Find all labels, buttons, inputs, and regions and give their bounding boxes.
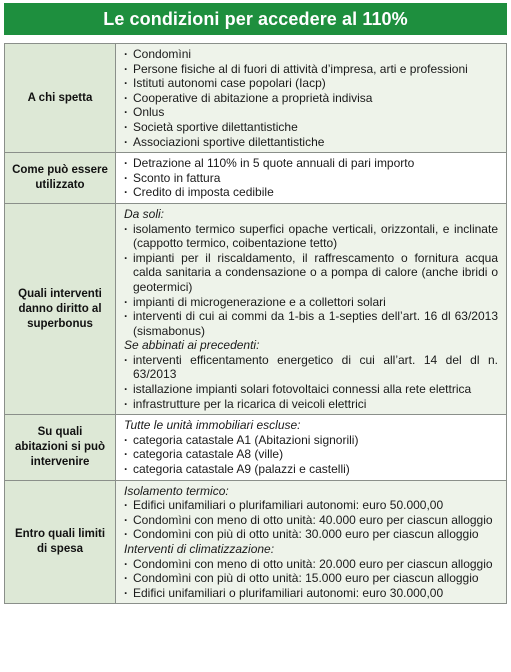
row-label: A chi spetta — [5, 44, 116, 152]
row-content — [116, 481, 506, 604]
list-item: · Onlus — [124, 105, 498, 120]
list-item: · Detrazione al 110% in 5 quote annuali di pari importo — [124, 156, 498, 171]
list-item: · Condomìni — [124, 47, 498, 62]
list-item: · categoria catastale A1 (Abitazioni signorili) — [124, 433, 498, 448]
row-content — [116, 44, 506, 152]
list-item: · categoria catastale A9 (palazzi e castelli) — [124, 462, 498, 477]
group-heading: Tutte le unità immobiliari escluse: — [124, 418, 301, 433]
group-heading: Se abbinati ai precedenti: — [124, 338, 260, 353]
list-item: · Credito di imposta cedibile — [124, 185, 498, 200]
row-label: Quali interventi danno diritto al superbonus — [5, 204, 116, 414]
list-item: · Persone fisiche al di fuori di attività d’impresa, arti e professioni — [124, 62, 498, 77]
list-item: · istallazione impianti solari fotovoltaici connessi alla rete elettrica — [124, 382, 498, 397]
row-content — [116, 153, 506, 203]
list-item: · Cooperative di abitazione a proprietà indivisa — [124, 91, 498, 106]
group-heading: Da soli: — [124, 206, 165, 221]
table-row-su-quali-abitazioni — [5, 414, 506, 479]
list-item: · Edifici unifamiliari o plurifamiliari autonomi: euro 30.000,00 — [124, 586, 498, 601]
row-label: Come può essere utilizzato — [5, 153, 116, 203]
list-item: · infrastrutture per la ricarica di veicoli elettrici — [124, 397, 498, 412]
list-item: · Condomìni con meno di otto unità: 20.000 euro per ciascun alloggio — [124, 557, 498, 572]
group-heading: Isolamento termico: — [124, 483, 229, 498]
list-item: · Associazioni sportive dilettantistiche — [124, 135, 498, 150]
list-item: · Istituti autonomi case popolari (Iacp) — [124, 76, 498, 91]
list-item: · impianti di microgenerazione e a collettori solari — [124, 295, 498, 310]
conditions-table — [4, 43, 507, 604]
list-item: · Condomìni con meno di otto unità: 40.000 euro per ciascun alloggio — [124, 513, 498, 528]
list-item: · categoria catastale A8 (ville) — [124, 447, 498, 462]
row-content — [116, 204, 506, 414]
table-row-a-chi-spetta — [5, 44, 506, 152]
row-content — [116, 415, 506, 479]
page-title: Le condizioni per accedere al 110% — [4, 0, 507, 35]
table-row-quali-interventi — [5, 203, 506, 414]
list-item: · Sconto in fattura — [124, 171, 498, 186]
row-label: Entro quali limiti di spesa — [5, 481, 116, 604]
list-item: · Condomìni con più di otto unità: 30.000 euro per ciascun alloggio — [124, 527, 498, 542]
list-item: · Società sportive dilettantistiche — [124, 120, 498, 135]
list-item: · interventi di cui ai commi da 1-bis a 1-septies dell’art. 16 dl 63/2013 (sismabonus) — [124, 309, 498, 338]
list-item: · Edifici unifamiliari o plurifamiliari autonomi: euro 50.000,00 — [124, 498, 498, 513]
list-item: · Condomìni con più di otto unità: 15.000 euro per ciascun alloggio — [124, 571, 498, 586]
table-row-come-puo-essere-utilizzato — [5, 152, 506, 203]
row-label: Su quali abitazioni si può intervenire — [5, 415, 116, 479]
list-item: · impianti per il riscaldamento, il raffrescamento o fornitura acqua calda sanitaria a condensazione o a pompa di calore (anche ibridi o geotermici) — [124, 251, 498, 295]
group-heading: Interventi di climatizzazione: — [124, 542, 275, 556]
list-item: · isolamento termico superfici opache verticali, orizzontali, e inclinate (cappotto termico, coibentazione tetto) — [124, 222, 498, 251]
table-row-limiti-di-spesa — [5, 480, 506, 604]
list-item: · interventi efficentamento energetico di cui all’art. 14 del dl n. 63/2013 — [124, 353, 498, 382]
